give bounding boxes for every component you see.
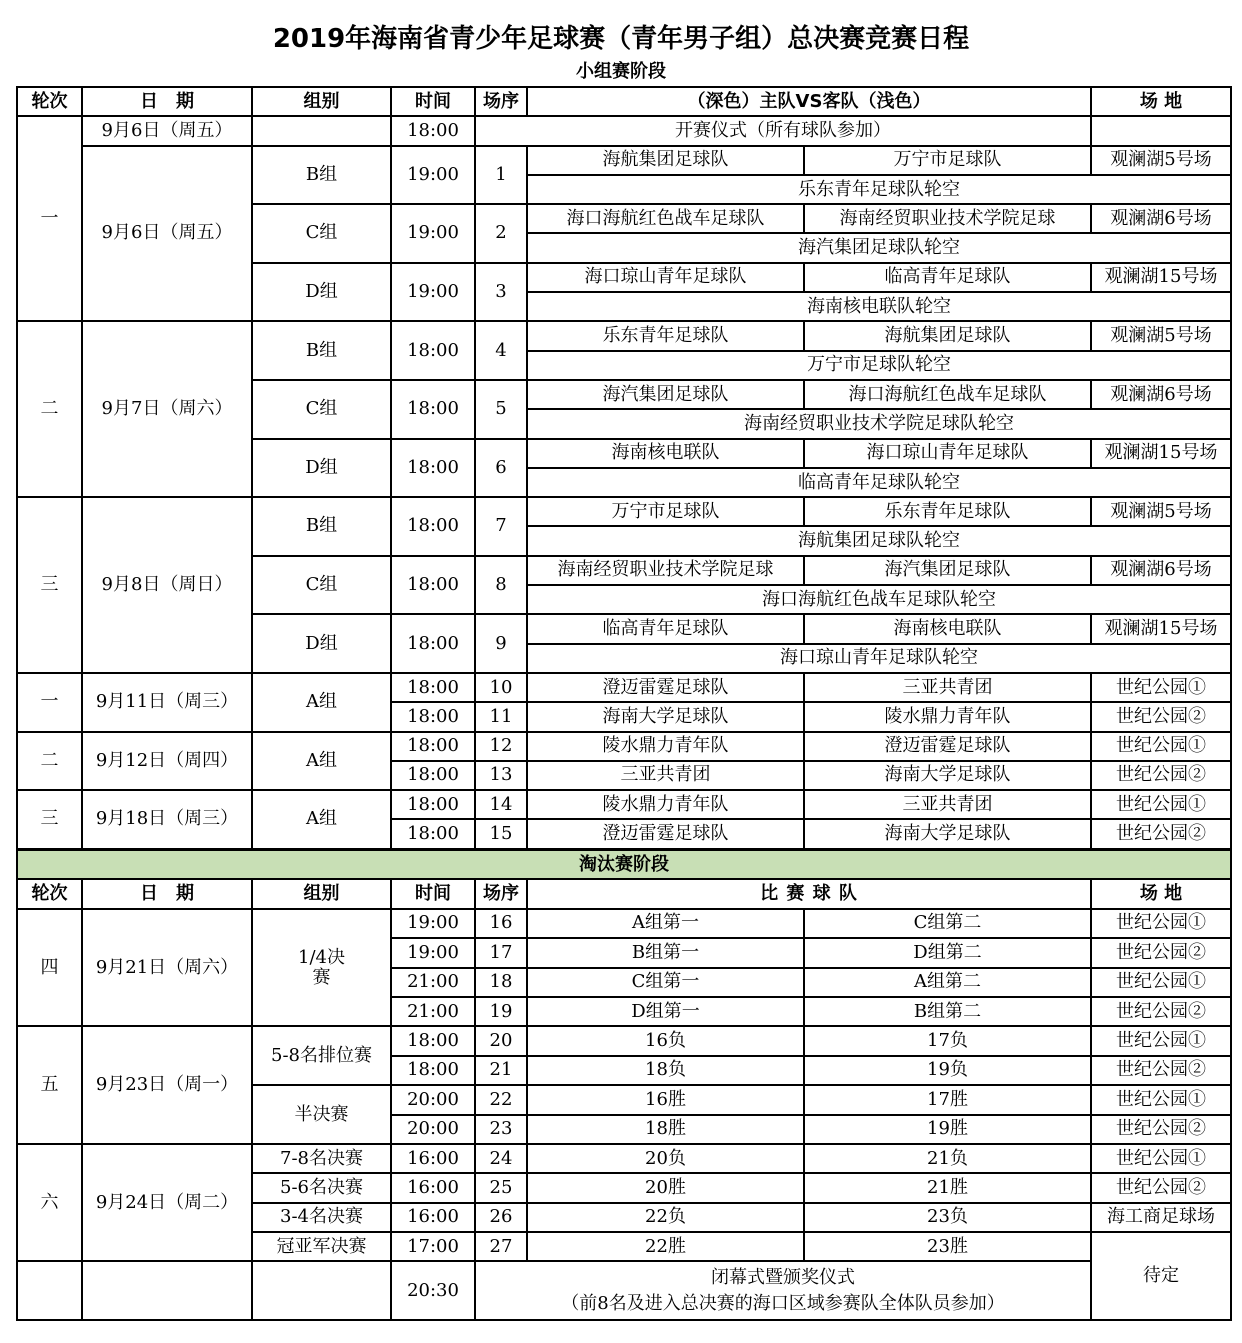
match-no-cell: 25: [475, 1173, 527, 1202]
stage-cell: [252, 1261, 391, 1320]
home-team-cell: 海口琼山青年足球队: [527, 263, 804, 292]
away-team-cell: 陵水鼎力青年队: [804, 702, 1091, 731]
venue-cell: 世纪公园②: [1091, 1173, 1231, 1202]
time-cell: 16:00: [391, 1173, 475, 1202]
time-cell: 18:00: [391, 497, 475, 556]
time-cell: 18:00: [391, 761, 475, 790]
away-team-cell: D组第二: [804, 938, 1091, 967]
venue-cell: [1091, 116, 1231, 145]
header-teams: （深色）主队VS客队（浅色）: [527, 87, 1091, 116]
home-team-cell: 海汽集团足球队: [527, 380, 804, 409]
closing-ceremony-title: 闭幕式暨颁奖仪式: [711, 1266, 855, 1288]
header-teams: 比 赛 球 队: [527, 879, 1091, 908]
group-cell: B组: [252, 321, 391, 380]
away-team-cell: 21胜: [804, 1173, 1091, 1202]
time-cell: 18:00: [391, 1056, 475, 1085]
closing-ceremony-cell: [475, 1261, 1091, 1320]
group-cell: C组: [252, 204, 391, 263]
home-team-cell: 18负: [527, 1056, 804, 1085]
opening-ceremony-cell: 开赛仪式（所有球队参加）: [475, 116, 1091, 145]
round-cell: 三: [17, 497, 82, 673]
round-cell: 三: [17, 790, 82, 849]
venue-cell: 世纪公园②: [1091, 702, 1231, 731]
bye-cell: 海南核电联队轮空: [527, 292, 1231, 321]
match-row: [17, 732, 1231, 761]
away-team-cell: 23胜: [804, 1232, 1091, 1261]
match-no-cell: 13: [475, 761, 527, 790]
stage-cell: 冠亚军决赛: [252, 1232, 391, 1261]
away-team-cell: 澄迈雷霆足球队: [804, 732, 1091, 761]
date-cell: [82, 1261, 252, 1320]
time-cell: 18:00: [391, 321, 475, 380]
match-row: [17, 1144, 1231, 1173]
closing-row: [17, 1261, 1231, 1290]
match-no-cell: 12: [475, 732, 527, 761]
away-team-cell: 海南经贸职业技术学院足球: [804, 204, 1091, 233]
header-row: [17, 87, 1231, 116]
group-cell: D组: [252, 439, 391, 498]
home-team-cell: C组第一: [527, 968, 804, 997]
knockout-schedule-table: [16, 849, 1232, 1321]
away-team-cell: 海南大学足球队: [804, 761, 1091, 790]
home-team-cell: 澄迈雷霆足球队: [527, 819, 804, 848]
match-no-cell: 4: [475, 321, 527, 380]
time-cell: 18:00: [391, 732, 475, 761]
home-team-cell: 澄迈雷霆足球队: [527, 673, 804, 702]
stage-cell: 5-8名排位赛: [252, 1026, 391, 1085]
home-team-cell: 万宁市足球队: [527, 497, 804, 526]
group-cell: C组: [252, 380, 391, 439]
away-team-cell: 乐东青年足球队: [804, 497, 1091, 526]
match-no-cell: 2: [475, 204, 527, 263]
home-team-cell: D组第一: [527, 997, 804, 1026]
away-team-cell: 海口海航红色战车足球队: [804, 380, 1091, 409]
venue-pending-cell: 待定: [1091, 1232, 1231, 1320]
opening-row: [17, 116, 1231, 145]
time-cell: 19:00: [391, 938, 475, 967]
time-cell: 18:00: [391, 556, 475, 615]
time-cell: 17:00: [391, 1232, 475, 1261]
venue-cell: 世纪公园①: [1091, 909, 1231, 938]
header-time: 时间: [391, 87, 475, 116]
home-team-cell: 20胜: [527, 1173, 804, 1202]
bye-cell: 海口海航红色战车足球队轮空: [527, 585, 1231, 614]
away-team-cell: 海口琼山青年足球队: [804, 439, 1091, 468]
time-cell: 18:00: [391, 614, 475, 673]
match-no-cell: 11: [475, 702, 527, 731]
date-cell: 9月12日（周四）: [82, 732, 252, 791]
header-venue: 场 地: [1091, 879, 1231, 908]
time-cell: 19:00: [391, 146, 475, 205]
time-cell: 21:00: [391, 968, 475, 997]
header-date: 日 期: [82, 87, 252, 116]
venue-cell: 世纪公园①: [1091, 1144, 1231, 1173]
header-venue: 场 地: [1091, 87, 1231, 116]
venue-cell: 世纪公园①: [1091, 790, 1231, 819]
round-cell: 一: [17, 116, 82, 321]
venue-cell: 世纪公园①: [1091, 732, 1231, 761]
venue-cell: 世纪公园②: [1091, 1115, 1231, 1144]
home-team-cell: 16胜: [527, 1085, 804, 1114]
date-cell: 9月23日（周一）: [82, 1026, 252, 1144]
away-team-cell: 21负: [804, 1144, 1091, 1173]
home-team-cell: 22胜: [527, 1232, 804, 1261]
away-team-cell: 三亚共青团: [804, 790, 1091, 819]
away-team-cell: C组第二: [804, 909, 1091, 938]
venue-cell: 观澜湖15号场: [1091, 614, 1231, 643]
date-cell: 9月11日（周三）: [82, 673, 252, 732]
away-team-cell: 海航集团足球队: [804, 321, 1091, 350]
home-team-cell: 三亚共青团: [527, 761, 804, 790]
time-cell: 20:00: [391, 1115, 475, 1144]
time-cell: 18:00: [391, 439, 475, 498]
match-no-cell: 18: [475, 968, 527, 997]
time-cell: 18:00: [391, 116, 475, 145]
match-no-cell: 3: [475, 263, 527, 322]
time-cell: 18:00: [391, 673, 475, 702]
header-group: 组别: [252, 87, 391, 116]
group-stage-schedule-table: [16, 86, 1232, 850]
away-team-cell: 19负: [804, 1056, 1091, 1085]
match-no-cell: 15: [475, 819, 527, 848]
match-row: [17, 321, 1231, 350]
home-team-cell: 海口海航红色战车足球队: [527, 204, 804, 233]
match-no-cell: 19: [475, 997, 527, 1026]
stage-cell: 5-6名决赛: [252, 1173, 391, 1202]
venue-cell: 世纪公园②: [1091, 997, 1231, 1026]
home-team-cell: 陵水鼎力青年队: [527, 790, 804, 819]
time-cell: 18:00: [391, 1026, 475, 1055]
venue-cell: 观澜湖5号场: [1091, 321, 1231, 350]
time-cell: 21:00: [391, 997, 475, 1026]
group-cell: C组: [252, 556, 391, 615]
home-team-cell: 乐东青年足球队: [527, 321, 804, 350]
group-cell: D组: [252, 263, 391, 322]
date-cell: 9月7日（周六）: [82, 321, 252, 497]
group-stage-subtitle: 小组赛阶段: [576, 61, 666, 82]
match-no-cell: 6: [475, 439, 527, 498]
time-cell: 18:00: [391, 819, 475, 848]
match-no-cell: 16: [475, 909, 527, 938]
venue-cell: 观澜湖5号场: [1091, 146, 1231, 175]
time-cell: 18:00: [391, 702, 475, 731]
bye-cell: 海口琼山青年足球队轮空: [527, 644, 1231, 673]
stage-cell: 1/4决赛: [252, 909, 391, 1027]
group-cell: B组: [252, 146, 391, 205]
date-cell: 9月18日（周三）: [82, 790, 252, 849]
match-no-cell: 27: [475, 1232, 527, 1261]
venue-cell: 观澜湖6号场: [1091, 556, 1231, 585]
match-no-cell: 21: [475, 1056, 527, 1085]
away-team-cell: B组第二: [804, 997, 1091, 1026]
match-row: [17, 1026, 1231, 1055]
away-team-cell: 临高青年足球队: [804, 263, 1091, 292]
stage-cell: 7-8名决赛: [252, 1144, 391, 1173]
group-cell: A组: [252, 673, 391, 732]
group-cell: A组: [252, 732, 391, 791]
time-cell: 19:00: [391, 204, 475, 263]
header-time: 时间: [391, 879, 475, 908]
away-team-cell: 三亚共青团: [804, 673, 1091, 702]
group-cell: [252, 116, 391, 145]
date-cell: 9月24日（周二）: [82, 1144, 252, 1262]
round-cell: [17, 1261, 82, 1320]
round-cell: 一: [17, 673, 82, 732]
venue-cell: 观澜湖15号场: [1091, 263, 1231, 292]
closing-ceremony-note: （前8名及进入总决赛的海口区域参赛队全体队员参加）: [561, 1292, 1005, 1314]
knockout-stage-band: [17, 850, 1231, 879]
away-team-cell: 17负: [804, 1026, 1091, 1055]
match-no-cell: 5: [475, 380, 527, 439]
time-cell: 18:00: [391, 380, 475, 439]
away-team-cell: 海南大学足球队: [804, 819, 1091, 848]
match-row: [17, 673, 1231, 702]
venue-cell: 观澜湖15号场: [1091, 439, 1231, 468]
home-team-cell: 16负: [527, 1026, 804, 1055]
away-team-cell: 23负: [804, 1203, 1091, 1232]
venue-cell: 世纪公园②: [1091, 938, 1231, 967]
date-cell: 9月21日（周六）: [82, 909, 252, 1027]
venue-cell: 世纪公园①: [1091, 673, 1231, 702]
match-row: [17, 497, 1231, 526]
header-round: 轮次: [17, 879, 82, 908]
venue-cell: 世纪公园②: [1091, 1056, 1231, 1085]
date-cell: 9月8日（周日）: [82, 497, 252, 673]
group-cell: D组: [252, 614, 391, 673]
header-match-no: 场序: [475, 87, 527, 116]
time-cell: 18:00: [391, 790, 475, 819]
bye-cell: 乐东青年足球队轮空: [527, 175, 1231, 204]
time-cell: 20:00: [391, 1085, 475, 1114]
time-cell: 16:00: [391, 1203, 475, 1232]
header-row: [17, 879, 1231, 908]
match-row: [17, 790, 1231, 819]
header-group: 组别: [252, 879, 391, 908]
header-match-no: 场序: [475, 879, 527, 908]
bye-cell: 海汽集团足球队轮空: [527, 233, 1231, 262]
round-cell: 二: [17, 732, 82, 791]
home-team-cell: 临高青年足球队: [527, 614, 804, 643]
match-no-cell: 8: [475, 556, 527, 615]
venue-cell: 世纪公园①: [1091, 968, 1231, 997]
time-cell: 16:00: [391, 1144, 475, 1173]
home-team-cell: 海南大学足球队: [527, 702, 804, 731]
round-cell: 二: [17, 321, 82, 497]
away-team-cell: 海南核电联队: [804, 614, 1091, 643]
round-cell: 六: [17, 1144, 82, 1262]
match-no-cell: 24: [475, 1144, 527, 1173]
home-team-cell: 陵水鼎力青年队: [527, 732, 804, 761]
header-date: 日 期: [82, 879, 252, 908]
home-team-cell: B组第一: [527, 938, 804, 967]
page-title: 2019年海南省青少年足球赛（青年男子组）总决赛竞赛日程: [272, 24, 970, 54]
time-cell: 20:30: [391, 1261, 475, 1320]
match-no-cell: 10: [475, 673, 527, 702]
venue-cell: 世纪公园②: [1091, 819, 1231, 848]
group-cell: B组: [252, 497, 391, 556]
match-no-cell: 14: [475, 790, 527, 819]
group-cell: A组: [252, 790, 391, 849]
home-team-cell: A组第一: [527, 909, 804, 938]
venue-cell: 世纪公园②: [1091, 761, 1231, 790]
stage-cell: 3-4名决赛: [252, 1203, 391, 1232]
home-team-cell: 海南经贸职业技术学院足球: [527, 556, 804, 585]
away-team-cell: 万宁市足球队: [804, 146, 1091, 175]
knockout-stage-title: 淘汰赛阶段: [17, 850, 1231, 879]
home-team-cell: 18胜: [527, 1115, 804, 1144]
match-no-cell: 17: [475, 938, 527, 967]
match-no-cell: 1: [475, 146, 527, 205]
match-no-cell: 20: [475, 1026, 527, 1055]
venue-cell: 观澜湖6号场: [1091, 204, 1231, 233]
bye-cell: 万宁市足球队轮空: [527, 351, 1231, 380]
match-no-cell: 9: [475, 614, 527, 673]
time-cell: 19:00: [391, 909, 475, 938]
time-cell: 19:00: [391, 263, 475, 322]
home-team-cell: 海南核电联队: [527, 439, 804, 468]
round-cell: 四: [17, 909, 82, 1027]
away-team-cell: 17胜: [804, 1085, 1091, 1114]
match-row: [17, 146, 1231, 175]
venue-cell: 世纪公园①: [1091, 1085, 1231, 1114]
home-team-cell: 20负: [527, 1144, 804, 1173]
away-team-cell: A组第二: [804, 968, 1091, 997]
match-no-cell: 26: [475, 1203, 527, 1232]
home-team-cell: 海航集团足球队: [527, 146, 804, 175]
round-cell: 五: [17, 1026, 82, 1144]
match-row: [17, 909, 1231, 938]
bye-cell: 海南经贸职业技术学院足球队轮空: [527, 409, 1231, 438]
match-no-cell: 22: [475, 1085, 527, 1114]
bye-cell: 海航集团足球队轮空: [527, 526, 1231, 555]
stage-cell: 半决赛: [252, 1085, 391, 1144]
bye-cell: 临高青年足球队轮空: [527, 468, 1231, 497]
match-no-cell: 7: [475, 497, 527, 556]
match-no-cell: 23: [475, 1115, 527, 1144]
header-round: 轮次: [17, 87, 82, 116]
date-cell: 9月6日（周五）: [82, 116, 252, 145]
away-team-cell: 海汽集团足球队: [804, 556, 1091, 585]
away-team-cell: 19胜: [804, 1115, 1091, 1144]
date-cell: 9月6日（周五）: [82, 146, 252, 322]
venue-cell: 世纪公园①: [1091, 1026, 1231, 1055]
venue-cell: 海工商足球场: [1091, 1203, 1231, 1232]
venue-cell: 观澜湖6号场: [1091, 380, 1231, 409]
venue-cell: 观澜湖5号场: [1091, 497, 1231, 526]
home-team-cell: 22负: [527, 1203, 804, 1232]
